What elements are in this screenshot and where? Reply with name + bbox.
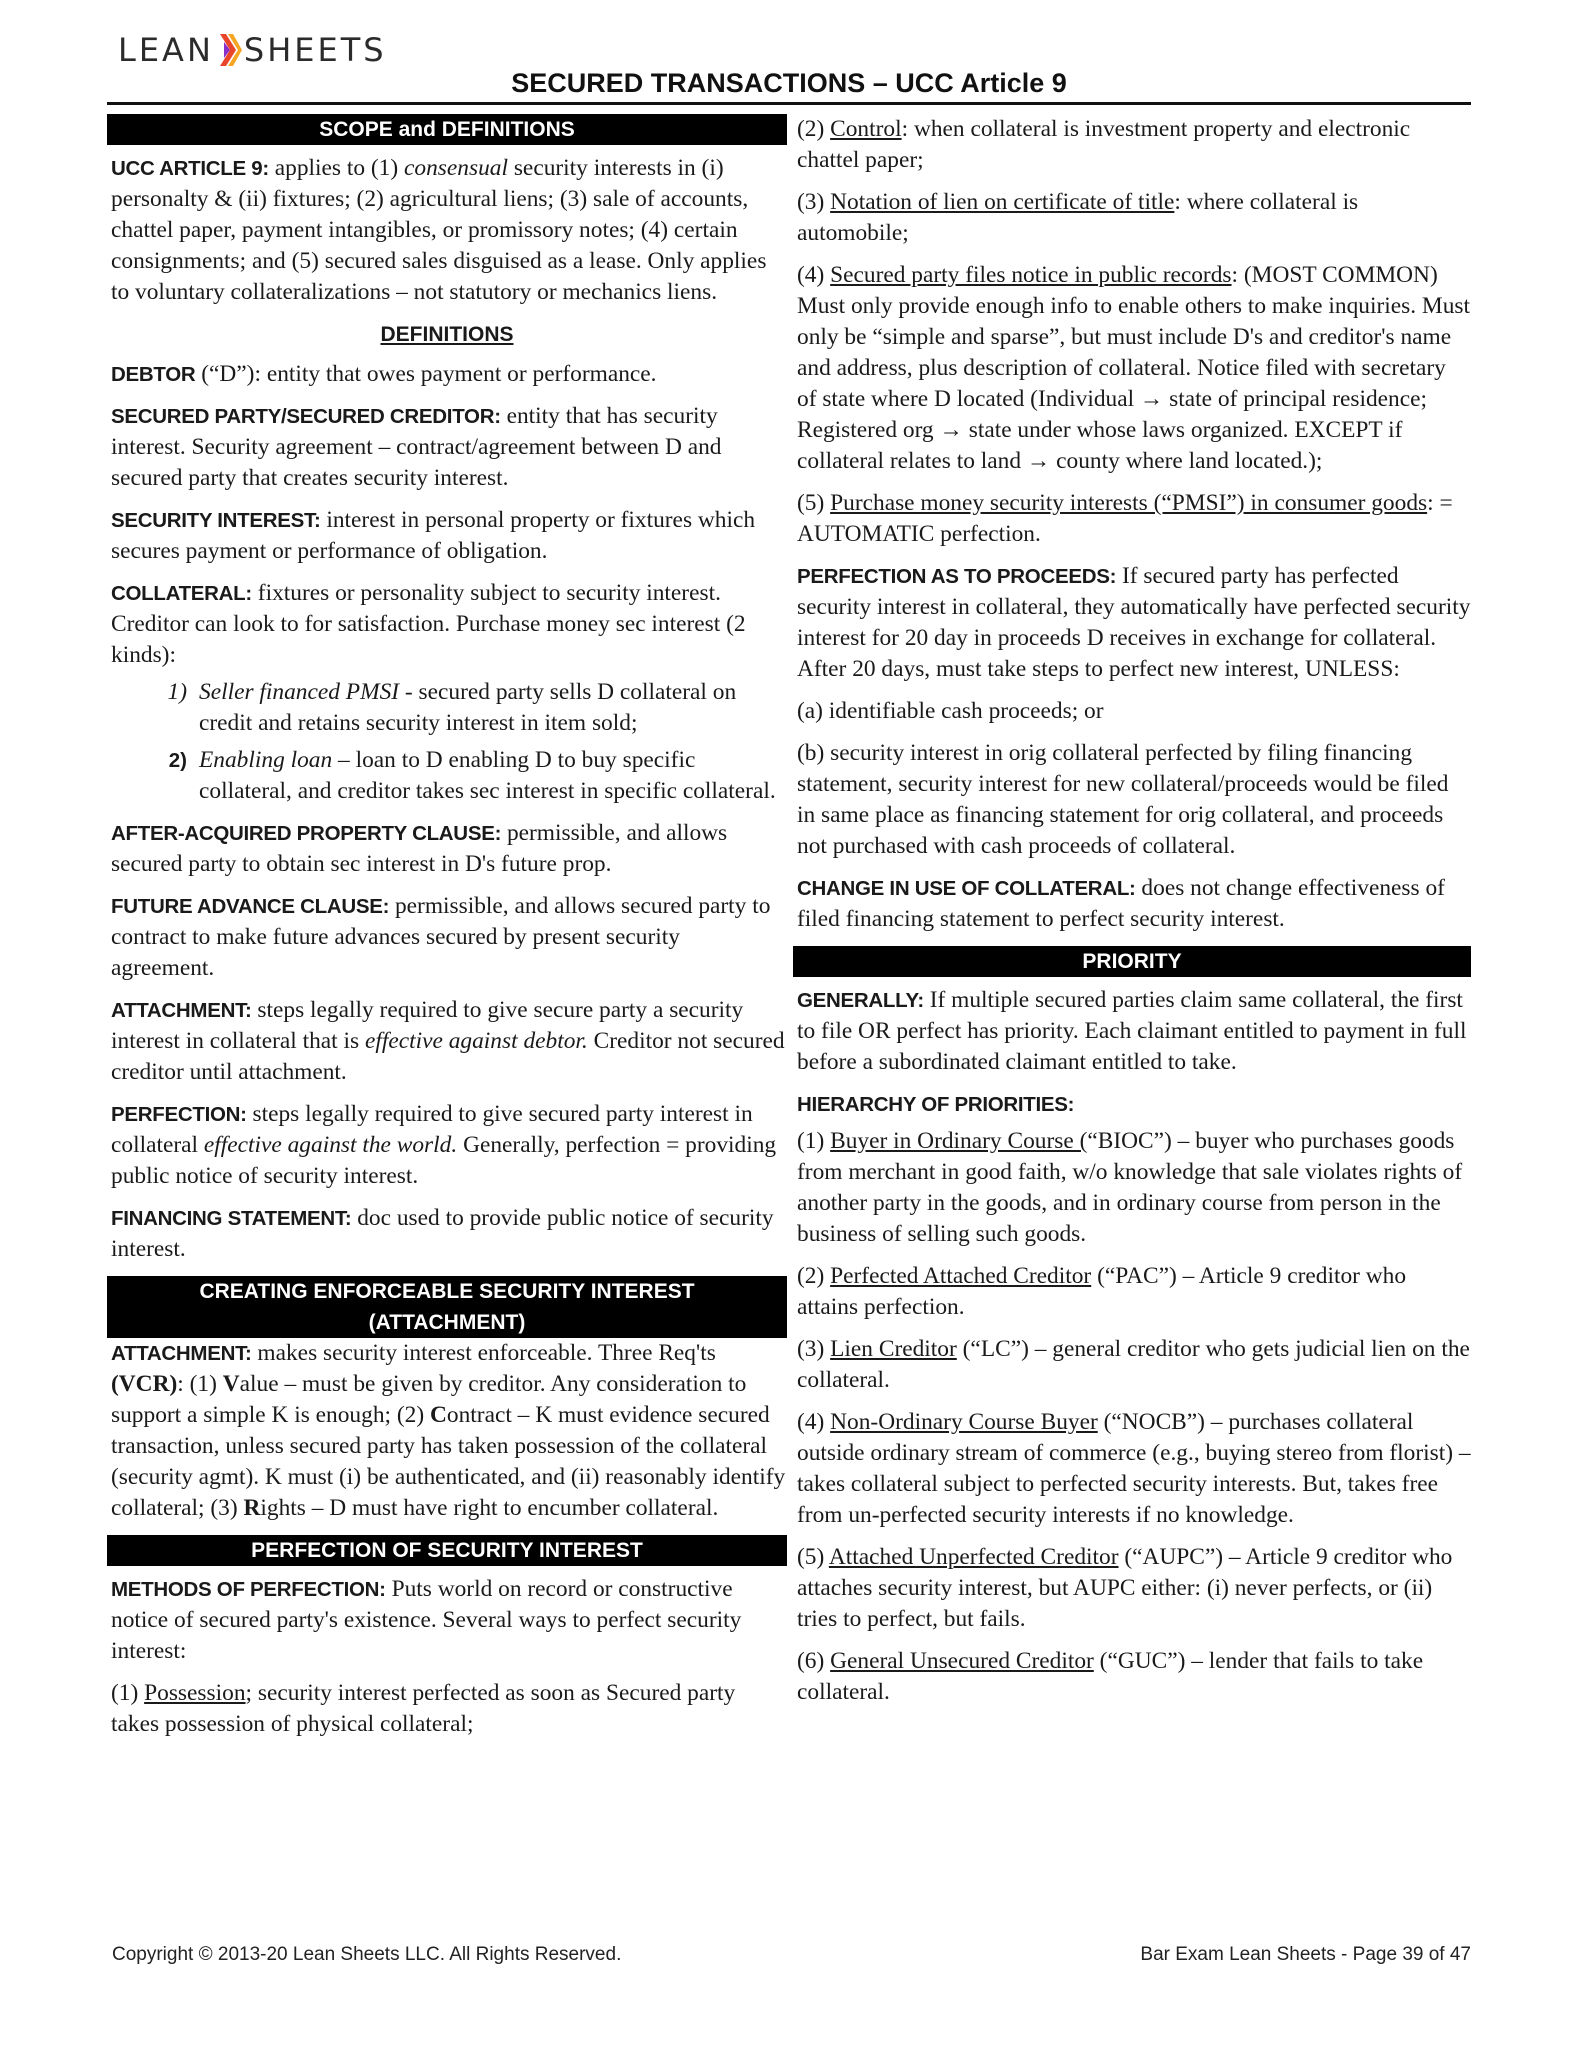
hierarchy-heading: HIERARCHY OF PRIORITIES: <box>797 1093 1075 1116</box>
hierarchy-item: (2) Perfected Attached Creditor (“PAC”) – Article 9 creditor who attains perfection. <box>797 1263 1407 1320</box>
financing-statement-definition: FINANCING STATEMENT: doc used to provide public notice of security interest. <box>111 1205 774 1262</box>
creating-section-bar: CREATING ENFORCEABLE SECURITY INTEREST (ATTACHMENT) <box>107 1276 787 1338</box>
change-in-use: CHANGE IN USE OF COLLATERAL: does not change effectiveness of filed financing statement to perfect security interest. <box>797 875 1445 932</box>
hierarchy-item: (5) Attached Unperfected Creditor (“AUPC”) – Article 9 creditor who attaches security interest, but AUPC either: (i) never perfects, or (ii) tries to perfect, but fails. <box>797 1544 1453 1632</box>
proceeds-exception-b: (b) security interest in orig collateral perfected by filing financing statement, security interest for new collateral/proceeds would be filed in same place as financing statement for orig collateral, and proceeds not purchased with cash proceeds of collateral. <box>797 740 1449 859</box>
after-acquired-clause: AFTER-ACQUIRED PROPERTY CLAUSE: permissible, and allows secured party to obtain sec interest in D's future prop. <box>111 820 728 877</box>
security-interest-definition: SECURITY INTEREST: interest in personal property or fixtures which secures payment or performance of obligation. <box>111 507 756 564</box>
hierarchy-item: (4) Non-Ordinary Course Buyer (“NOCB”) – purchases collateral outside ordinary stream of commerce (e.g., buying stereo from florist) – takes collateral subject to perfected security interests. But, takes free from un-perfected security interests if no knowledge. <box>797 1409 1471 1528</box>
generally-priority: GENERALLY: If multiple secured parties claim same collateral, the first to file OR perfect has priority. Each claimant entitled to payment in full before a subordinated claimant entitled to take. <box>797 987 1467 1075</box>
ucc-article-9-paragraph: UCC ARTICLE 9: applies to (1) consensual security interests in (i) personalty & (ii) fixtures; (2) agricultural liens; (3) sale of accounts, chattel paper, payment intangibles, or promissory notes; (4) certain consignments; and (5) secured sales disguised as a lease. Only applies to voluntary collateralizations – not statutory or mechanics liens. <box>111 155 767 305</box>
list-item: 2) Enabling loan – loan to D enabling D to buy specific collateral, and creditor takes sec interest in specific collateral. <box>168 747 776 804</box>
perfection-definition: PERFECTION: steps legally required to give secured party interest in collateral effective against the world. Generally, perfection = providing public notice of security interest. <box>111 1101 777 1189</box>
hierarchy-item: (3) Lien Creditor (“LC”) – general creditor who gets judicial lien on the collateral. <box>797 1336 1470 1393</box>
secured-party-definition: SECURED PARTY/SECURED CREDITOR: entity that has security interest. Security agreement – contract/agreement between D and secured party that creates security interest. <box>111 403 722 491</box>
scope-section-bar: SCOPE and DEFINITIONS <box>107 114 787 145</box>
perfection-section-bar: PERFECTION OF SECURITY INTEREST <box>107 1535 787 1566</box>
pmsi-consumer-method: (5) Purchase money security interests (“PMSI”) in consumer goods: = AUTOMATIC perfection. <box>797 490 1453 547</box>
files-notice-method: (4) Secured party files notice in public records: (MOST COMMON) Must only provide enough info to enable others to make inquiries. Must only be “simple and sparse”, but must include D's and creditor's name and address, plus description of collateral. Notice filed with secretary of state where D located (Individual → state of principal residence; Registered org → state under whose laws organized. EXCEPT if collateral relates to land → county where land located.); <box>797 262 1471 474</box>
notation-method: (3) Notation of lien on certificate of title: where collateral is automobile; <box>797 189 1359 246</box>
perfection-as-to-proceeds: PERFECTION AS TO PROCEEDS: If secured party has perfected security interest in collateral, they automatically have perfected security interest for 20 day in proceeds D receives in exchange for collateral. After 20 days, must take steps to perfect new interest, UNLESS: <box>797 563 1471 682</box>
methods-of-perfection: METHODS OF PERFECTION: Puts world on record or constructive notice of secured party's existence. Several ways to perfect security interest: <box>111 1576 742 1664</box>
future-advance-clause: FUTURE ADVANCE CLAUSE: permissible, and allows secured party to contract to make future advances secured by present security agreement. <box>111 893 771 981</box>
definitions-heading: DEFINITIONS <box>380 323 514 346</box>
attachment-definition: ATTACHMENT: steps legally required to give secure party a security interest in collateral that is effective against debtor. Creditor not secured creditor until attachment. <box>111 997 785 1085</box>
lean-sheets-logo <box>118 30 387 70</box>
page-title: SECURED TRANSACTIONS – UCC Article 9 <box>511 68 1067 98</box>
logo-left-text: LEAN <box>118 31 214 69</box>
footer-page-number: Bar Exam Lean Sheets - Page 39 of 47 <box>1140 1944 1471 1965</box>
footer-copyright: Copyright © 2013-20 Lean Sheets LLC. All Rights Reserved. <box>112 1944 622 1965</box>
hierarchy-item: (6) General Unsecured Creditor (“GUC”) – lender that fails to take collateral. <box>797 1648 1424 1705</box>
possession-method: (1) Possession; security interest perfected as soon as Secured party takes possession of physical collateral; <box>111 1680 736 1737</box>
logo-right-text: SHEETS <box>243 31 387 69</box>
right-column <box>793 114 1471 1719</box>
list-item: 1) Seller financed PMSI - secured party sells D collateral on credit and retains security interest in item sold; <box>167 679 737 736</box>
logo-flame-icon <box>216 32 242 68</box>
debtor-definition: DEBTOR (“D”): entity that owes payment or performance. <box>111 361 657 387</box>
left-column <box>107 114 787 1751</box>
collateral-definition: COLLATERAL: fixtures or personality subject to security interest. Creditor can look to for satisfaction. Purchase money sec interest (2 kinds): <box>111 580 746 668</box>
priority-section-bar: PRIORITY <box>793 946 1471 977</box>
attachment-requirements: ATTACHMENT: makes security interest enforceable. Three Req'ts (VCR): (1) Value – must be given by creditor. Any consideration to support a simple K is enough; (2) Contract – K must evidence secured transaction, unless secured party has taken possession of the collateral (security agmt). K must (i) be authenticated, and (ii) reasonably identify collateral; (3) Rights – D must have right to encumber collateral. <box>111 1340 786 1521</box>
control-method: (2) Control: when collateral is investment property and electronic chattel paper; <box>797 116 1411 173</box>
header-rule <box>107 102 1471 105</box>
hierarchy-item: (1) Buyer in Ordinary Course (“BIOC”) – buyer who purchases goods from merchant in good faith, w/o knowledge that sale violates rights of another party in the goods, and in ordinary course from person in the business of selling such goods. <box>797 1128 1463 1247</box>
proceeds-exception-a: (a) identifiable cash proceeds; or <box>797 698 1104 724</box>
